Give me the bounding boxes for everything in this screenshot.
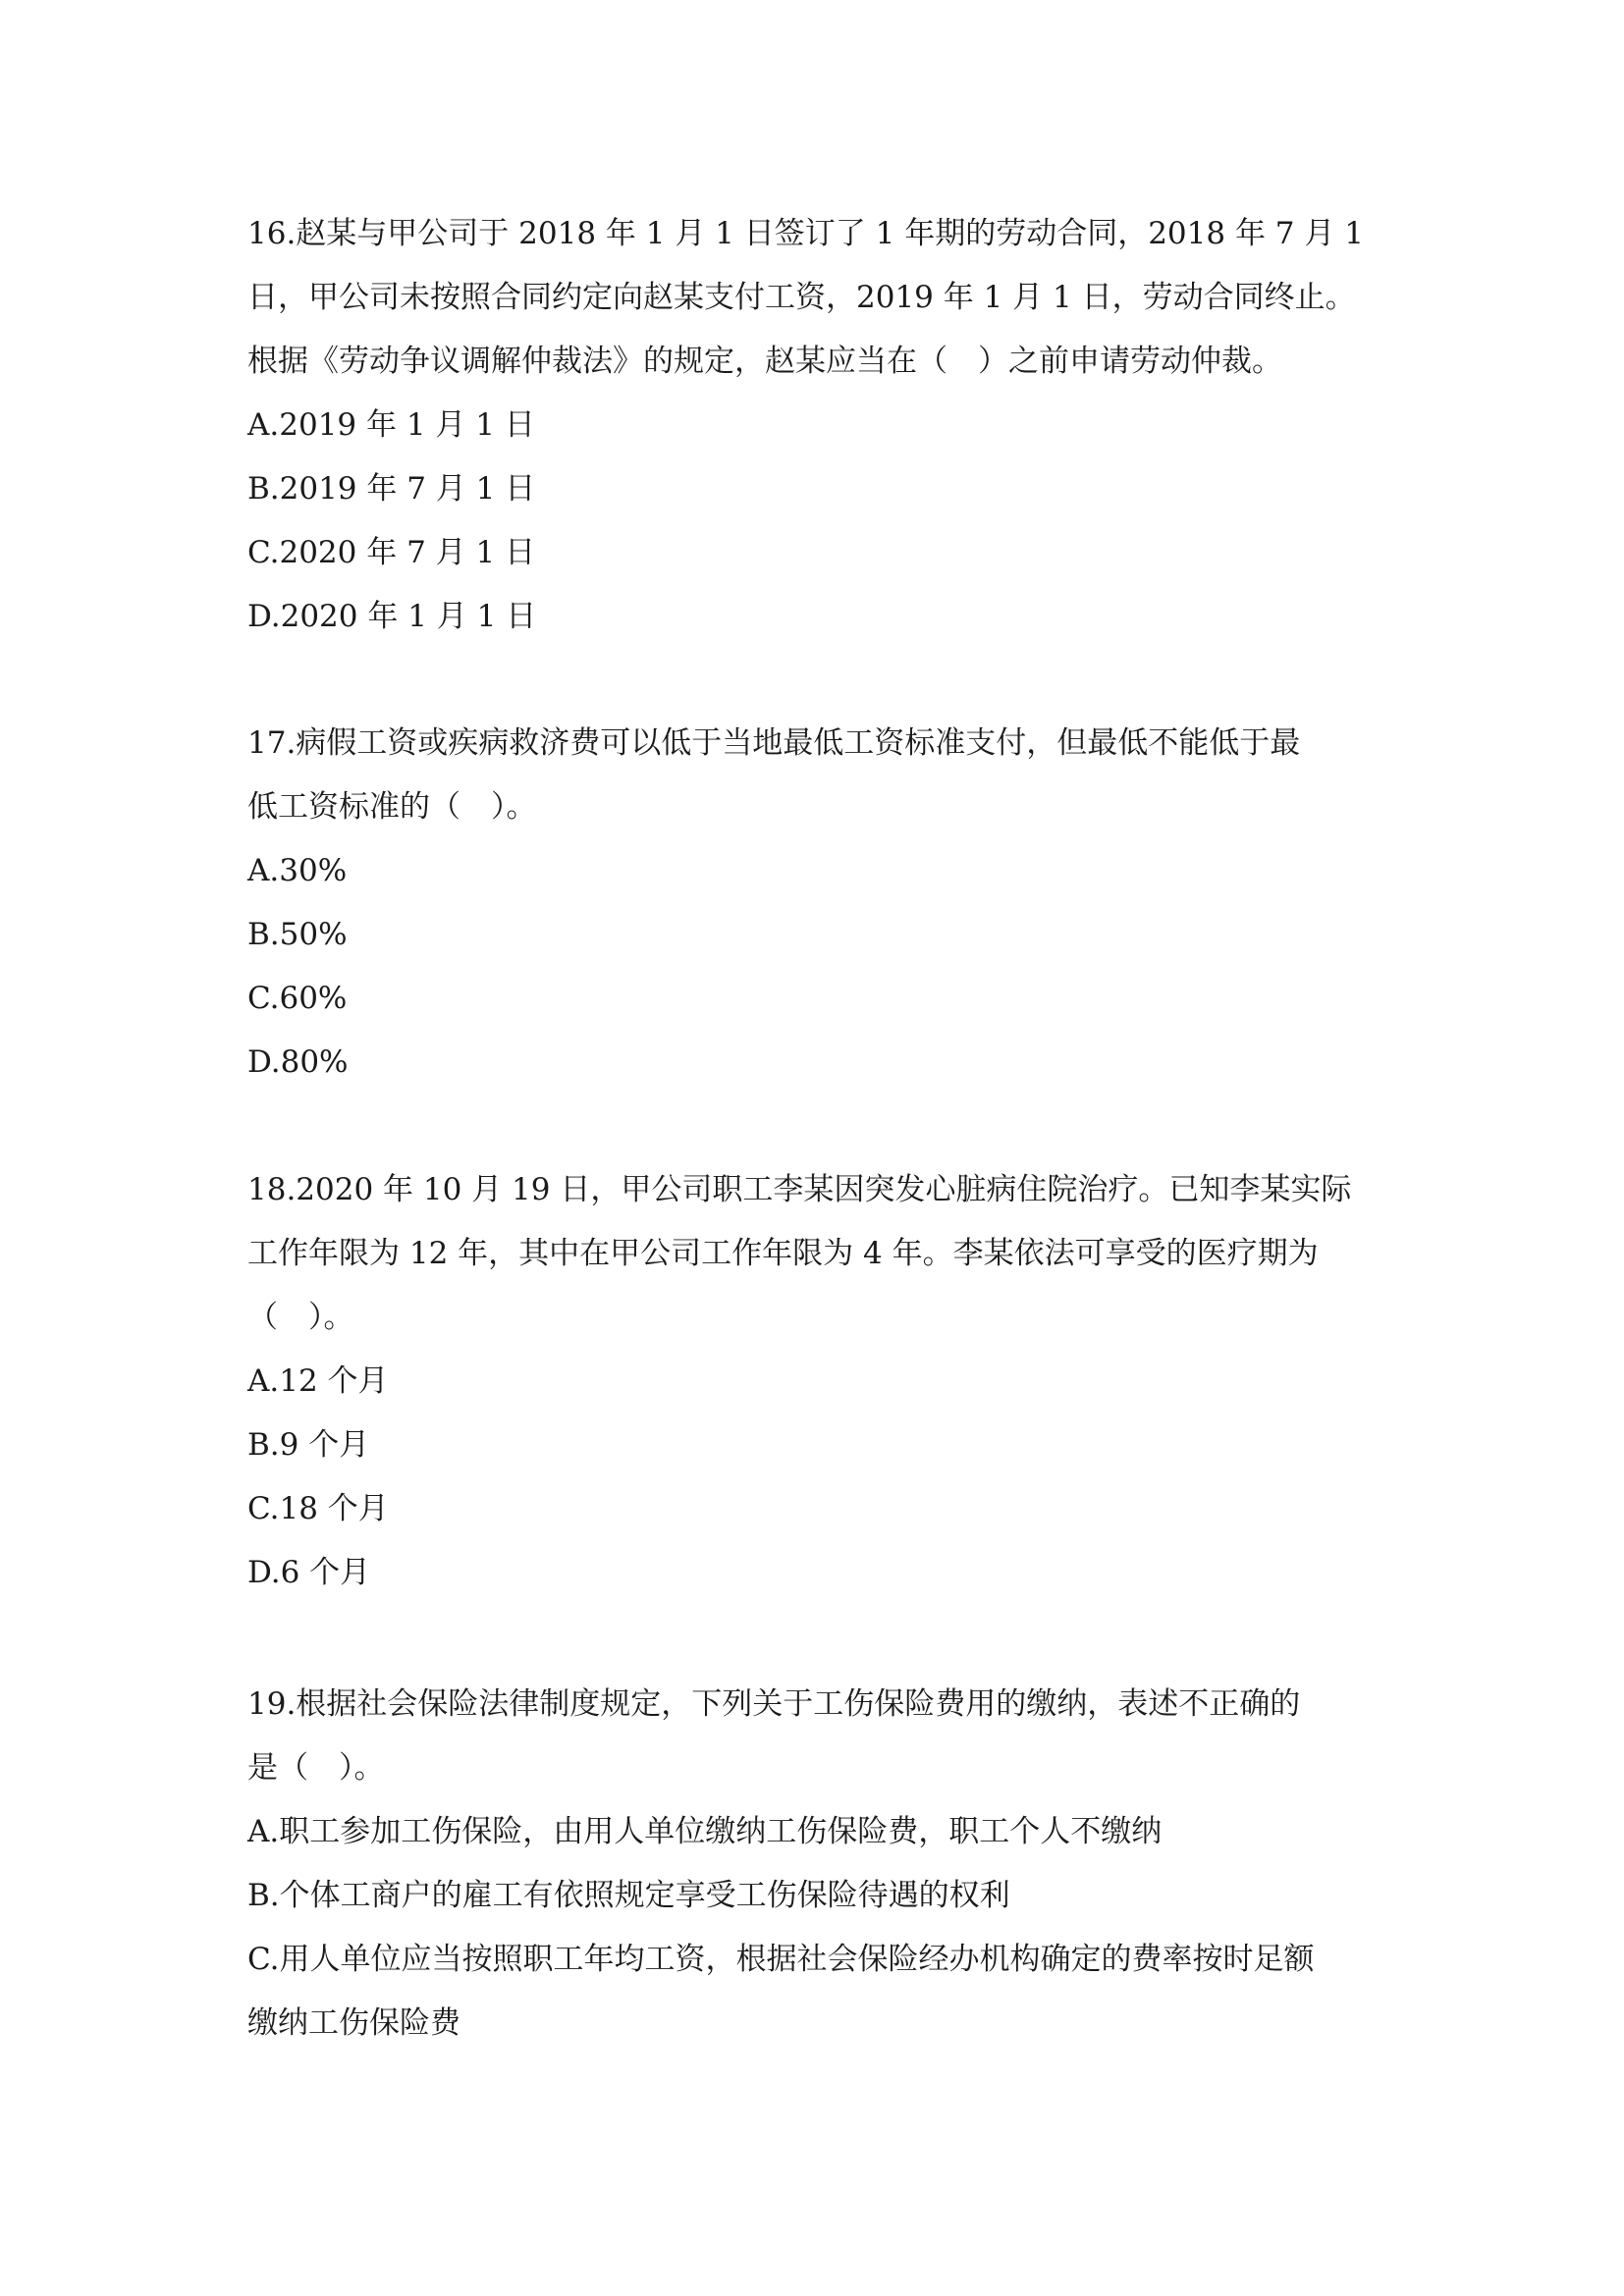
question-18-option-b: B.9 个月	[247, 1427, 370, 1463]
stem-line: 工作年限为 12 年，其中在甲公司工作年限为 4 年。李某依法可享受的医疗期为	[247, 1236, 1319, 1271]
question-19-option-c	[247, 1928, 1386, 2056]
question-17-option-d: D.80%	[247, 1044, 349, 1080]
question-18	[247, 1158, 1386, 1605]
stem-line: 17.病假工资或疾病救济费可以低于当地最低工资标准支付，但最低不能低于最	[247, 725, 1301, 761]
question-16-option-c: C.2020 年 7 月 1 日	[247, 535, 536, 570]
stem-line: 是（ ）。	[247, 1750, 385, 1786]
question-19	[247, 1673, 1386, 2056]
stem-line: 低工资标准的（ ）。	[247, 789, 537, 825]
question-16-option-b: B.2019 年 7 月 1 日	[247, 471, 536, 507]
question-18-option-c: C.18 个月	[247, 1491, 389, 1526]
question-16-option-a: A.2019 年 1 月 1 日	[247, 407, 535, 443]
question-18-stem	[247, 1158, 1386, 1350]
stem-line: 18.2020 年 10 月 19 日，甲公司职工李某因突发心脏病住院治疗。已知李某实际	[247, 1172, 1352, 1207]
question-18-option-d: D.6 个月	[247, 1555, 371, 1590]
question-18-option-a: A.12 个月	[247, 1363, 389, 1399]
question-16-option-d: D.2020 年 1 月 1 日	[247, 599, 537, 634]
question-19-option-b: B.个体工商户的雇工有依照规定享受工伤保险待遇的权利	[247, 1878, 1010, 1913]
stem-line: 19.根据社会保险法律制度规定，下列关于工伤保险费用的缴纳，表述不正确的	[247, 1686, 1301, 1722]
question-17-option-b: B.50%	[247, 917, 348, 952]
question-16-stem	[247, 202, 1386, 394]
question-17-option-a: A.30%	[247, 853, 348, 888]
option-line: 缴纳工伤保险费	[247, 2005, 460, 2041]
question-19-stem	[247, 1673, 1386, 1800]
question-17-option-c: C.60%	[247, 981, 348, 1016]
stem-line: 根据《劳动争议调解仲裁法》的规定，赵某应当在（ ）之前申请劳动仲裁。	[247, 344, 1282, 379]
stem-line: （ ）。	[247, 1300, 354, 1335]
question-17-stem	[247, 712, 1386, 839]
option-line: C.用人单位应当按照职工年均工资，根据社会保险经办机构确定的费率按时足额	[247, 1942, 1315, 1977]
question-17	[247, 712, 1386, 1095]
question-19-option-a: A.职工参加工伤保险，由用人单位缴纳工伤保险费，职工个人不缴纳	[247, 1814, 1163, 1849]
question-16	[247, 202, 1386, 649]
stem-line: 16.赵某与甲公司于 2018 年 1 月 1 日签订了 1 年期的劳动合同，2018 年 7 月 1	[247, 216, 1364, 251]
stem-line: 日，甲公司未按照合同约定向赵某支付工资，2019 年 1 月 1 日，劳动合同终止。	[247, 280, 1356, 315]
